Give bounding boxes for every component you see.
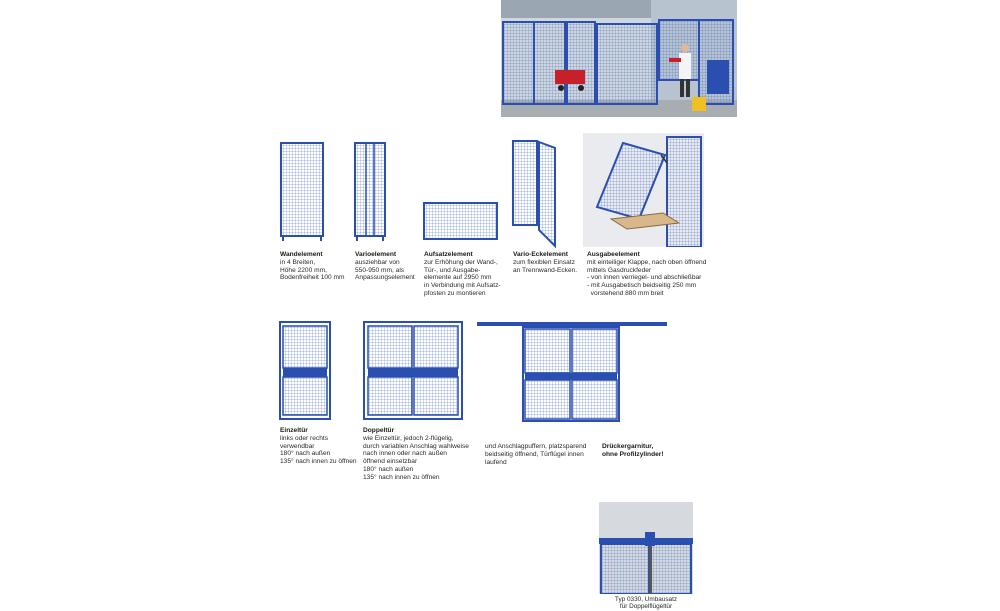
caption-einzeltuer: Einzeltür links oder rechts verwendbar 180° nach außen 135° nach innen zu öffnen — [280, 427, 357, 466]
schiebetuer-drawing — [477, 321, 669, 425]
caption-druckergarnitur: Drückergarnitur, ohne Profilzylinder! — [602, 443, 664, 458]
doppeltuer-drawing — [363, 321, 465, 423]
caption-aufsatzelement: Aufsatzelement zur Erhöhung der Wand-, Tür-, und Ausgabe- elemente auf 2950 mm in Verbindung mit Aufsatz- pfosten zu montieren — [424, 251, 501, 297]
caption-varioelement: Varioelement ausziehbar von 550-950 mm, als Anpassungselement — [355, 251, 415, 282]
aufsatzelement-drawing — [423, 202, 499, 242]
caption-wandelement: Wandelement in 4 Breiten, Höhe 2200 mm, Bodenfreiheit 100 mm — [280, 251, 345, 282]
caption-schiebetuer: und Anschlagpuffern, platzsparend beidseitig öffnend, Türflügel innen laufend — [485, 443, 587, 466]
ausgabeelement-photo — [583, 133, 704, 247]
vario-eckelement-drawing — [512, 140, 558, 248]
warehouse-photo — [501, 0, 737, 117]
caption-ausgabeelement: Ausgabeelement mit einteiliger Klappe, nach oben öffnend mittels Gasdruckfeder - von innen verriegel- und abschließbar - mit Ausgabetisch beidseitig 250 mm vorstehend 880 mm breit — [587, 251, 707, 297]
umbausatz-photo — [599, 502, 693, 594]
caption-vario-eckelement: Vario-Eckelement zum flexiblen Einsatz an Trennwand-Ecken. — [513, 251, 578, 274]
varioelement-drawing — [354, 142, 388, 242]
einzeltuer-drawing — [279, 321, 333, 423]
caption-umbausatz: Typ 0330, Umbausatz für Doppelflügeltür — [614, 596, 678, 611]
wandelement-drawing — [280, 142, 326, 242]
caption-doppeltuer: Doppeltür wie Einzeltür, jedoch 2-flügelig, durch variablen Anschlag wahlweise nach innen oder nach außen öffnend einsetzbar 180° nach außen 135° nach innen zu öffnen — [363, 427, 469, 481]
